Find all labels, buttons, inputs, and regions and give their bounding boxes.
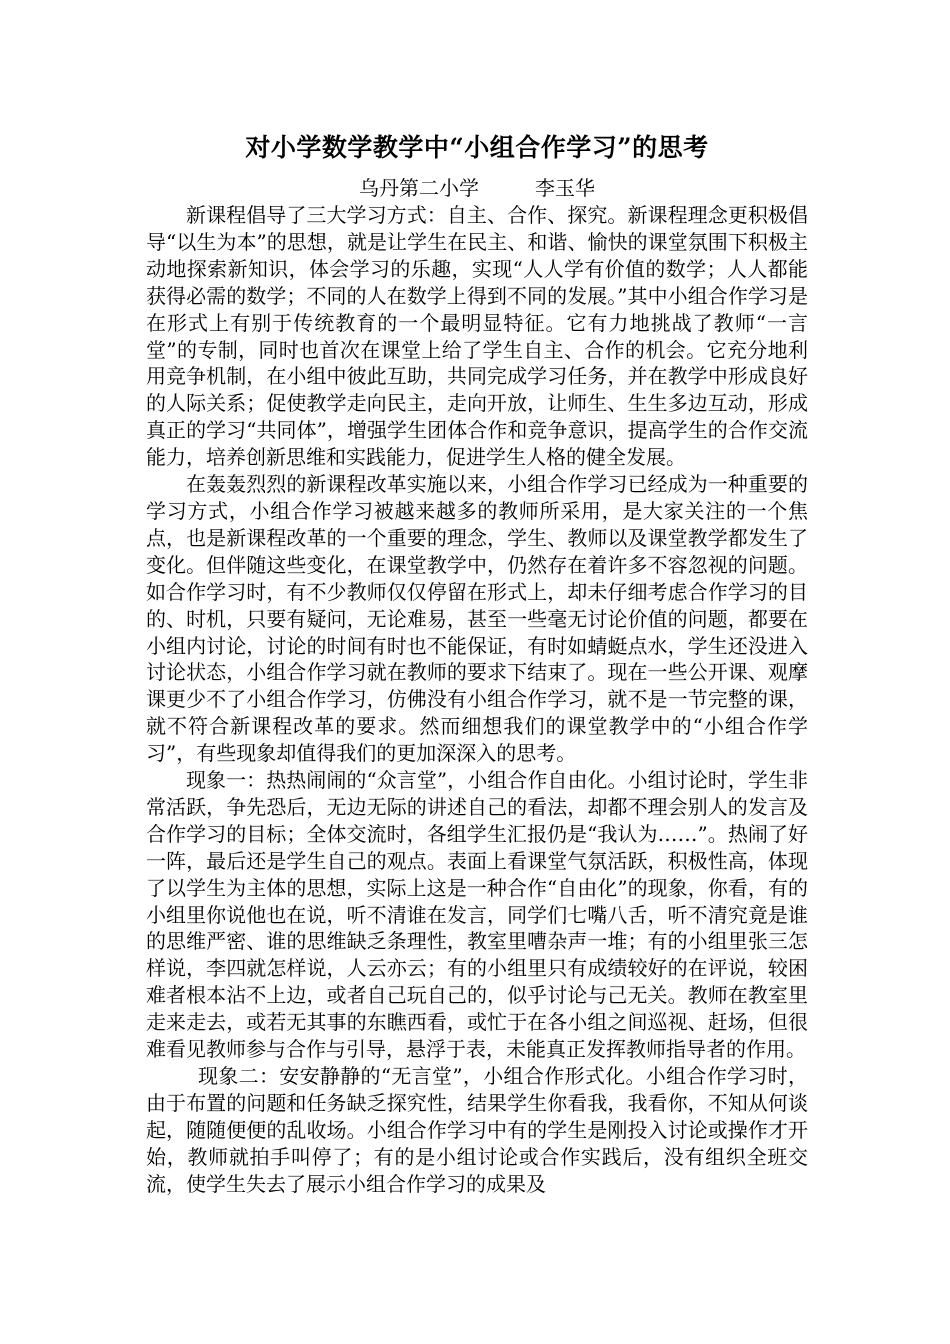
document-title: 对小学数学教学中“小组合作学习”的思考 bbox=[245, 133, 709, 162]
byline bbox=[146, 174, 808, 202]
paragraph-intro: 新课程倡导了三大学习方式：自主、合作、探究。新课程理念更积极倡导“以生为本”的思想，就是让学生在民主、和谐、愉快的课堂氛围下积极主动地探索新知识，体会学习的乐趣，实现“人人学有价值的数学；人人都能获得必需的数学；不同的人在数学上得到不同的发展。”其中小组合作学习是在形式上有别于传统教育的一个最明显特征。它有力地挑战了教师“一言堂”的专制，同时也首次在课堂上给了学生自主、合作的机会。它充分地利用竞争机制，在小组中彼此互助，共同完成学习任务，并在教学中形成良好的人际关系；促使教学走向民主，走向开放，让师生、生生多边互动，形成真正的学习“共同体”，增强学生团体合作和竞争意识，提高学生的合作交流能力，培养创新思维和实践能力，促进学生人格的健全发展。 bbox=[146, 203, 808, 470]
paragraph-phenomenon-two: 现象二：安安静静的“无言堂”，小组合作形式化。小组合作学习时，由于布置的问题和任务缺乏探究性，结果学生你看我，我看你，不知从何谈起，随随便便的乱收场。小组合作学习中有的学生是刚投入讨论或操作才开始，教师就拍手叫停了；有的是小组讨论或合作实践后，没有组织全班交流，使学生失去了展示小组合作学习的成果及 bbox=[146, 1064, 808, 1196]
paragraph-background: 在轰轰烈烈的新课程改革实施以来，小组合作学习已经成为一种重要的学习方式，小组合作学习被越来越多的教师所采用，是大家关注的一个焦点，也是新课程改革的一个重要的理念，学生、教师以及课堂教学都发生了变化。但伴随这些变化，在课堂教学中，仍然存在着许多不容忽视的问题。如合作学习时，有不少教师仅仅停留在形式上，却未仔细考虑合作学习的目的、时机，只要有疑问，无论难易，甚至一些毫无讨论价值的问题，都要在小组内讨论，讨论的时间有时也不能保证，有时如蜻蜓点水，学生还没进入讨论状态，小组合作学习就在教师的要求下结束了。现在一些公开课、观摩课更少不了小组合作学习，仿佛没有小组合作学习，就不是一节完整的课，就不符合新课程改革的要求。然而细想我们的课堂教学中的“小组合作学习”，有些现象却值得我们的更加深深入的思考。 bbox=[146, 472, 808, 766]
school-name: 乌丹第二小学 bbox=[359, 176, 479, 200]
paragraph-phenomenon-one: 现象一：热热闹闹的“众言堂”，小组合作自由化。小组讨论时，学生非常活跃，争先恐后，无边无际的讲述自己的看法，却都不理会别人的发言及合作学习的目标；全体交流时，各组学生汇报仍是“我认为……”。热闹了好一阵，最后还是学生自己的观点。表面上看课堂气氛活跃，积极性高，体现了以学生为主体的思想，实际上这是一种合作“自由化”的现象，你看，有的小组里你说他也在说，听不清谁在发言，同学们七嘴八舌，听不清究竟是谁的思维严密、谁的思维缺乏条理性，教室里嘈杂声一堆；有的小组里张三怎样说，李四就怎样说，人云亦云；有的小组里只有成绩较好的在评说，较困难者根本沾不上边，或者自己玩自己的，似乎讨论与己无关。教师在教室里走来走去，或若无其事的东瞧西看，或忙于在各小组之间巡视、赶场，但很难看见教师参与合作与引导，悬浮于表，未能真正发挥教师指导者的作用。 bbox=[146, 768, 808, 1062]
author-name: 李玉华 bbox=[535, 176, 595, 200]
document-page bbox=[146, 130, 808, 1198]
